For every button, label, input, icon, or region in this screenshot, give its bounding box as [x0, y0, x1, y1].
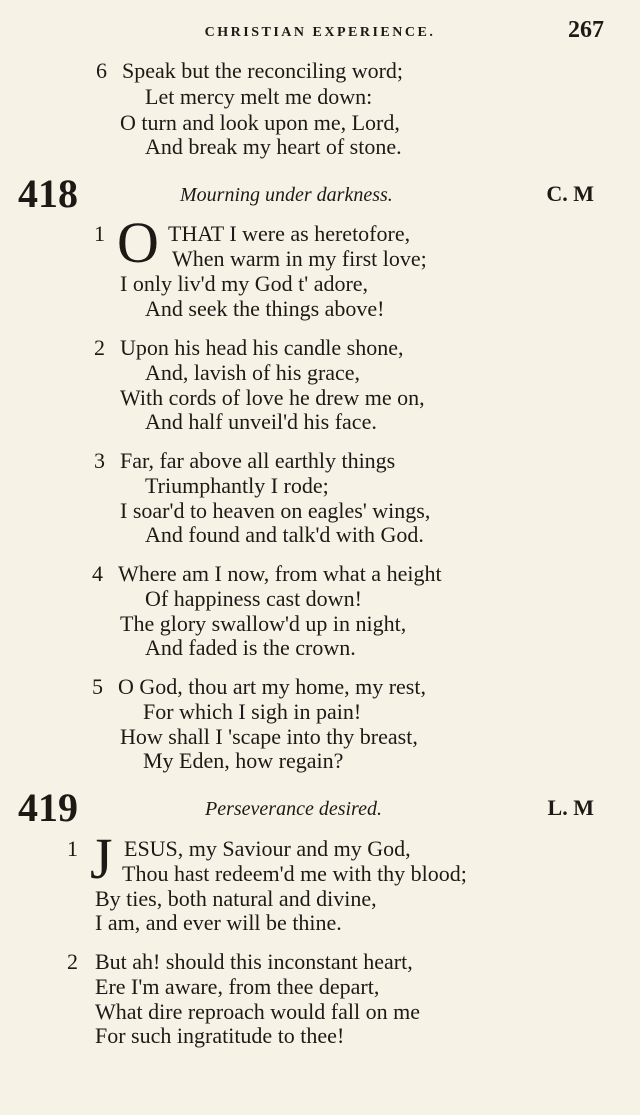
page-number: 267 — [568, 17, 604, 43]
verse-line: Let mercy melt me down: — [145, 84, 373, 109]
hymn-419-heading — [0, 785, 640, 830]
verse-line: Where am I now, from what a height — [118, 561, 442, 586]
verse-line: Thou hast redeem'd me with thy blood; — [122, 861, 467, 886]
verse-line: Upon his head his candle shone, — [120, 335, 404, 360]
verse-line: And break my heart of stone. — [145, 134, 402, 159]
verse-line: And seek the things above! — [145, 296, 385, 321]
verse-line: With cords of love he drew me on, — [120, 385, 425, 410]
verse-line: And found and talk'd with God. — [145, 522, 424, 547]
running-header: CHRISTIAN EXPERIENCE. — [204, 25, 436, 40]
verse-line: By ties, both natural and divine, — [95, 886, 377, 911]
verse-line: My Eden, how regain? — [143, 748, 344, 773]
verse-number: 1 — [94, 221, 105, 246]
verse-number: 1 — [67, 836, 78, 861]
hymn-meter: L. M — [547, 795, 594, 820]
verse-line: O God, thou art my home, my rest, — [118, 674, 426, 699]
hymn-number: 418 — [18, 171, 78, 216]
verse-line: When warm in my first love; — [172, 246, 427, 271]
verse-line: Ere I'm aware, from thee depart, — [95, 974, 380, 999]
verse-number: 6 — [96, 58, 107, 83]
verse-line: How shall I 'scape into thy breast, — [120, 724, 418, 749]
hymn-meter: C. M — [546, 181, 594, 206]
hymn-subtitle: Perseverance desired. — [205, 798, 382, 820]
hymn-418-heading — [0, 171, 640, 216]
verse-number: 2 — [67, 949, 78, 974]
verse-number: 5 — [92, 674, 103, 699]
verse-line: What dire reproach would fall on me — [95, 999, 420, 1024]
verse-number: 4 — [92, 561, 103, 586]
verse-line: O turn and look upon me, Lord, — [120, 110, 400, 135]
verse-line: But ah! should this inconstant heart, — [95, 949, 413, 974]
verse-line: ESUS, my Saviour and my God, — [124, 836, 411, 861]
hymn-number: 419 — [18, 785, 78, 830]
verse-line: Far, far above all earthly things — [120, 448, 396, 473]
verse-number: 3 — [94, 448, 105, 473]
verse-line: And half unveil'd his face. — [145, 409, 377, 434]
verse-line: And, lavish of his grace, — [145, 360, 361, 385]
verse-line: I soar'd to heaven on eagles' wings, — [120, 498, 431, 523]
verse-line: Of happiness cast down! — [145, 586, 362, 611]
verse-line: Triumphantly I rode; — [145, 473, 329, 498]
verse-line: For such ingratitude to thee! — [95, 1023, 345, 1048]
verse-line: Speak but the reconciling word; — [122, 58, 404, 83]
verse-line: I only liv'd my God t' adore, — [120, 271, 369, 296]
verse-line: I am, and ever will be thine. — [95, 910, 342, 935]
drop-cap: J — [90, 826, 113, 891]
hymn-subtitle: Mourning under darkness. — [180, 184, 393, 206]
drop-cap: O — [117, 210, 159, 275]
verse-line: THAT I were as heretofore, — [168, 221, 411, 246]
verse-line: For which I sigh in pain! — [143, 699, 362, 724]
verse-line: The glory swallow'd up in night, — [120, 611, 407, 636]
verse-line: And faded is the crown. — [145, 635, 356, 660]
verse-number: 2 — [94, 335, 105, 360]
